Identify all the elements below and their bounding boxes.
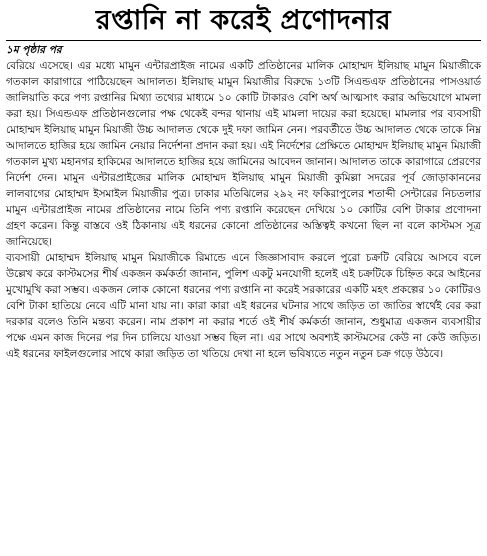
continued-from-label: ১ম পৃষ্ঠার পর [6, 44, 62, 56]
headline-rule [6, 40, 481, 41]
headline: রপ্তানি না করেই প্রণোদনার [95, 5, 392, 36]
paragraph-2: ব্যবসায়ী মোহাম্মদ ইলিয়াছ মামুন মিয়াজীকে রিমান্ডে এনে জিজ্ঞাসাবাদ করলে পুরো চক্রটি বেরিয়ে আসবে বলে উল্লেখ করে কাস্টমসের শীর্ষ একজন কর্মকর্তা জানান, পুলিশ একটু মনযোগী হলেই এই চক্রটিকে চিহ্নিত করে আইনের মুখোমুখি করা সম্ভব। একজন লোক কোনো ধরনের পণ্য রপ্তানি না করেই সরকারের একটি মহৎ প্রকল্পের ১০ কোটিরও বেশি টাকা হাতিয়ে নেবে এটি মানা যায় না। কারা কারা এই ধরনের ঘটনার সাথে জড়িত তা জাতির স্বার্থেই বের করা দরকার বলেও তিনি মন্তব্য করেন। নাম প্রকাশ না করার শর্তে ওই শীর্ষ কর্মকর্তা জানান, শুধুমাত্র একজন ব্যবসায়ীর পক্ষে এমন কাজ দিনের পর দিন চালিয়ে যাওয়া সম্ভব ছিল না। এর সাথে অবশ্যই কাস্টমসের কেউ না কেউ জড়িত। এই ধরনের ফাইলগুলোর সাথে কারা জড়িত তা খতিয়ে দেখা না হলে ভবিষ্যতে নতুন নতুন চক্র গড়ে উঠবে। [6, 252, 481, 360]
paragraph-1: বেরিয়ে এসেছে। এর মধ্যে মামুন এন্টারপ্রাইজ নামের একটি প্রতিষ্ঠানের মালিক মোহাম্মদ ইলিয়াছ মামুন মিয়াজীকে গতকাল কারাগারে পাঠিয়েছেন আদালত। ইলিয়াছ মামুন মিয়াজীর বিরুদ্ধে ১৩টি সিএন্ডএফ প্রতিষ্ঠানের পাসওয়ার্ড জালিয়াতি করে পণ্য রপ্তানির মিথ্যা তথ্যের মাধ্যমে ১০ কোটি টাকারও বেশি অর্থ আত্মসাৎ করার অভিযোগে মামলা করা হয়। সিএন্ডএফ প্রতিষ্ঠানগুলোর পক্ষ থেকেই বন্দর থানায় এই মামলা দায়ের করা হয়েছে। মামলার পর ব্যবসায়ী মোহাম্মদ ইলিয়াছ মামুন মিয়াজী উচ্চ আদালত থেকে দুই দফা জামিন নেন। পরবর্তীতে উচ্চ আদালত থেকে তাকে নিম্ন আদালতে হাজির হয়ে জামিন নেয়ার নির্দেশনা প্রদান করা হয়। এই নির্দেশের প্রেক্ষিতে মোহাম্মদ ইলিয়াছ মামুন মিয়াজী গতকাল মুখ্য মহানগর হাকিমের আদালতে হাজির হয়ে জামিনের আবেদন জানান। আদালত তাকে কারাগারে প্রেরণের নির্দেশ দেন। মামুন এন্টারপ্রাইজের মালিক মোহাম্মদ ইলিয়াছ মামুন মিয়াজী কুমিল্লা সদরের পূর্ব জোড়াকাননের লালবাগের মোহাম্মদ ইসমাইল মিয়াজীর পুত্র। ঢাকার মতিঝিলের ২৯২ নং ফকিরাপুলের শতাব্দী সেন্টারের নিচতলার মামুন এন্টারপ্রাইজ নামের প্রতিষ্ঠানের নামে তিনি পণ্য রপ্তানি করেছেন দেখিয়ে ১০ কোটির বেশি টাকার প্রণোদনা গ্রহণ করেন। কিন্তু বাস্তবে ওই ঠিকানায় এই ধরনের কোনো প্রতিষ্ঠানের অস্তিত্বই কখনো ছিল না বলে কাস্টমস সূত্র জানিয়েছে। [6, 60, 481, 248]
article-body [6, 58, 481, 362]
